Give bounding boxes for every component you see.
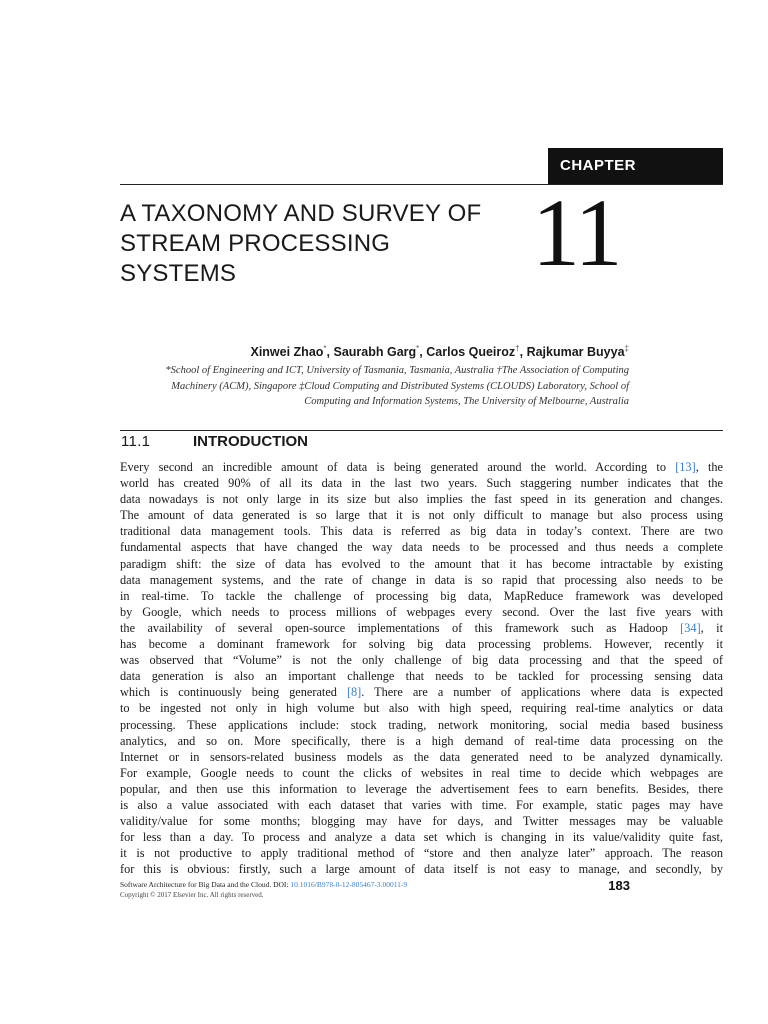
author-name: Xinwei Zhao [250, 345, 324, 360]
author-name: Carlos Queiroz [426, 345, 516, 360]
author-mark: * [323, 344, 327, 353]
author-mark: ‡ [624, 344, 629, 353]
chapter-label: CHAPTER [548, 148, 723, 184]
citation-link[interactable]: [8] [346, 685, 362, 700]
text-line: was observed that “Volume” is not the only challenge of big data processing and that the speed of [120, 653, 723, 668]
text-line: traditional data management tools. This data is referred as big data in today’s context. There are two [120, 524, 723, 539]
text-line: is also a value associated with each dataset that varies with time. For example, static pages may have [120, 797, 723, 812]
text-line: world has created 90% of all its data in the last two years. Such staggering number indicates that the [120, 476, 723, 491]
affiliation-line: Machinery (ACM), Singapore ‡Cloud Computing and Distributed Systems (CLOUDS) Laboratory, School of [171, 380, 629, 392]
text-line: has become a dominant framework for solving big data processing problems. However, recently it [120, 637, 723, 652]
text-line: data management systems, and the rate of change in data is so rapid that processing also needs to be [120, 572, 723, 587]
chapter-title [120, 199, 520, 289]
text-line: Every second an incredible amount of data is being generated around the world. According to [13], the [120, 460, 724, 474]
book-reference: Software Architecture for Big Data and the Cloud. DOI: 10.1016/B978-0-12-805467-3.00011-9 [120, 880, 408, 889]
text-line: paradigm shift: the size of data has evolved to the amount that it has become intractable by existing [120, 556, 723, 571]
text-line: For example, Google needs to count the clicks of websites in real time to decide which webpages are [120, 765, 723, 780]
text-line: which is continuously being generated [8]. There are a number of applications where data is expected [120, 685, 723, 700]
author-name: Saurabh Garg [333, 345, 417, 360]
text-line: processing. These applications include: stock trading, network monitoring, social media based business [120, 717, 723, 732]
citation-link[interactable]: [13] [675, 460, 696, 474]
author-name: Rajkumar Buyya [526, 345, 625, 360]
author-mark: † [515, 344, 520, 353]
body-paragraph [120, 459, 723, 877]
top-rule [120, 184, 723, 185]
text-line: fundamental aspects that have changed the way data needs to be processed and thus needs a complete [120, 540, 723, 555]
section-heading [121, 433, 308, 450]
text-line: to be ingested not only in high volume but also with high speed, requiring real-time analytics or data [120, 701, 723, 716]
text-line: by Google, which needs to process millions of webpages every second. Over the last five years with [120, 604, 723, 619]
title-line-2: STREAM PROCESSING [120, 230, 391, 257]
text-line: data nowadays is not only large in its size but also implies the fast speed in its generation and changes. [120, 492, 723, 507]
doi-link[interactable]: 10.1016/B978-0-12-805467-3.00011-9 [290, 880, 408, 889]
text-line: Internet or in sensors-related business models as the data generated need to be analyzed dynamically. [120, 749, 723, 764]
page-number: 183 [608, 878, 630, 893]
author-list: Xinwei Zhao*, Saurabh Garg*, Carlos Queiroz†, Rajkumar Buyya‡ [250, 344, 629, 360]
affiliation-line: Computing and Information Systems, The University of Melbourne, Australia [304, 396, 629, 407]
copyright-notice: Copyright © 2017 Elsevier Inc. All rights reserved. [120, 891, 264, 899]
section-rule [120, 430, 723, 431]
affiliations [139, 363, 629, 410]
text-line: validity/value for some months; blogging may have for days, and Twitter messages may be valuable [120, 814, 723, 829]
title-line-1: A TAXONOMY AND SURVEY OF [120, 200, 482, 227]
citation-link[interactable]: [34] [680, 620, 701, 635]
affiliation-line: *School of Engineering and ICT, University of Tasmania, Tasmania, Australia †The Association of Computing [165, 365, 629, 376]
text-line: in real-time. To tackle the challenge of processing big data, MapReduce framework was developed [120, 588, 723, 603]
text-line: popular, and then use this information to leverage the advertisement fees to earn benefits. Besides, there [120, 781, 723, 796]
text-line: for less than a day. To process and analyze a data set which is changing in its value/validity quite fast, [120, 830, 723, 845]
text-line: data generation is also an important challenge that needs to be tackled for processing sensing data [120, 669, 723, 684]
author-mark: * [416, 344, 420, 353]
text-line: for this is obvious: firstly, such a large amount of data itself is not easy to manage, and secondly, by [120, 862, 723, 877]
title-line-3: SYSTEMS [120, 260, 237, 287]
text-line: it is not productive to apply traditional method of “store and then analyze later” approach. The reason [120, 846, 723, 861]
text-line: The amount of data generated is so large that it is not only difficult to manage but also process using [120, 508, 723, 523]
text-line: analytics, and so on. More specifically, there is a high demand of real-time data processing on the [120, 733, 723, 748]
chapter-number: 11 [532, 179, 621, 286]
section-title: INTRODUCTION [193, 433, 308, 450]
text-line: the availability of several open-source implementations of this framework such as Hadoop [34], it [120, 620, 723, 635]
section-number: 11.1 [121, 433, 151, 450]
